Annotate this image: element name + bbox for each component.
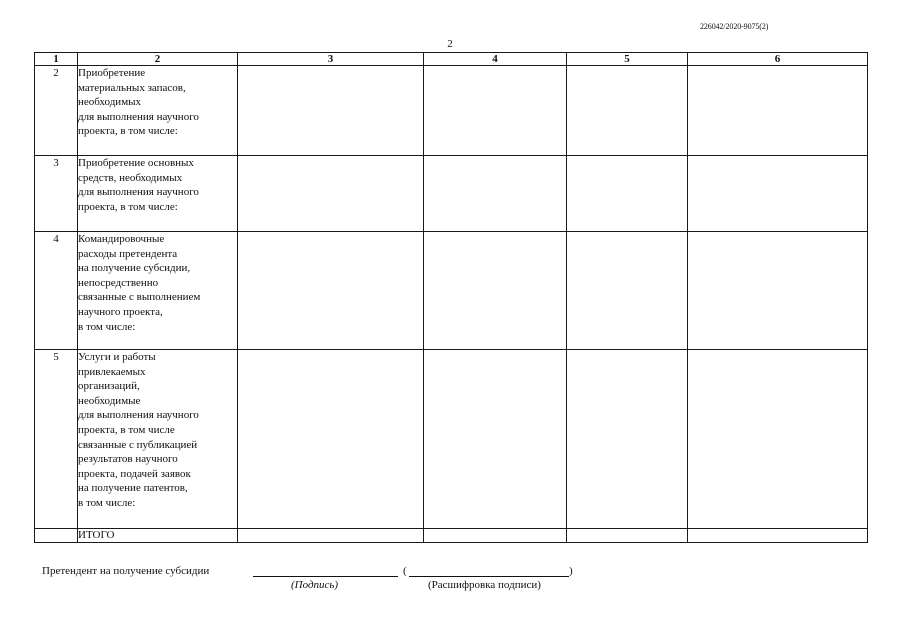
- table-cell: [688, 66, 868, 156]
- table-cell: [567, 350, 688, 529]
- row-description: Командировочные расходы претендента на получение субсидии, непосредственно связанные с выполнением научного проекта, в том числе:: [78, 232, 238, 350]
- signature-label: Претендент на получение субсидии: [42, 565, 210, 577]
- table-row: [35, 232, 868, 350]
- close-paren: ): [569, 565, 573, 577]
- signature-line: [253, 576, 398, 577]
- table-cell: [688, 350, 868, 529]
- row-number: 4: [35, 232, 78, 350]
- column-header: 6: [688, 53, 868, 66]
- decode-line: [409, 576, 569, 577]
- table-cell: [238, 66, 424, 156]
- page-number: 2: [447, 38, 453, 50]
- table-cell: [238, 232, 424, 350]
- total-label: ИТОГО: [78, 529, 238, 543]
- table-cell: [567, 232, 688, 350]
- document-id: 226042/2020-9075(2): [700, 22, 769, 31]
- column-header: 3: [238, 53, 424, 66]
- table-cell: [424, 350, 567, 529]
- row-description: Услуги и работы привлекаемых организаций, необходимые для выполнения научного проекта, в том числе связанные с публикацией результатов научного проекта, подачей заявок на получение патентов, в том числе:: [78, 350, 238, 529]
- row-description: Приобретение основных средств, необходимых для выполнения научного проекта, в том числе:: [78, 156, 238, 232]
- signature-caption: (Подпись): [291, 579, 339, 591]
- column-header: 2: [78, 53, 238, 66]
- table-cell: [35, 529, 78, 543]
- row-number: 3: [35, 156, 78, 232]
- table-row: [35, 156, 868, 232]
- table-cell: [424, 66, 567, 156]
- open-paren: (: [403, 565, 407, 577]
- budget-table: [34, 52, 868, 543]
- table-cell: [567, 66, 688, 156]
- table-row: [35, 66, 868, 156]
- table-cell: [424, 529, 567, 543]
- column-header: 5: [567, 53, 688, 66]
- column-header: 4: [424, 53, 567, 66]
- decode-caption: (Расшифровка подписи): [428, 579, 541, 591]
- row-number: 2: [35, 66, 78, 156]
- table-cell: [567, 529, 688, 543]
- table-header-row: [35, 53, 868, 66]
- table-cell: [238, 156, 424, 232]
- table-cell: [238, 529, 424, 543]
- table-cell: [424, 156, 567, 232]
- table-cell: [567, 156, 688, 232]
- column-header: 1: [35, 53, 78, 66]
- table-cell: [688, 529, 868, 543]
- row-number: 5: [35, 350, 78, 529]
- table-row: [35, 350, 868, 529]
- total-row: [35, 529, 868, 543]
- table-cell: [424, 232, 567, 350]
- row-description: Приобретение материальных запасов, необходимых для выполнения научного проекта, в том числе:: [78, 66, 238, 156]
- table-cell: [688, 232, 868, 350]
- table-cell: [688, 156, 868, 232]
- table-cell: [238, 350, 424, 529]
